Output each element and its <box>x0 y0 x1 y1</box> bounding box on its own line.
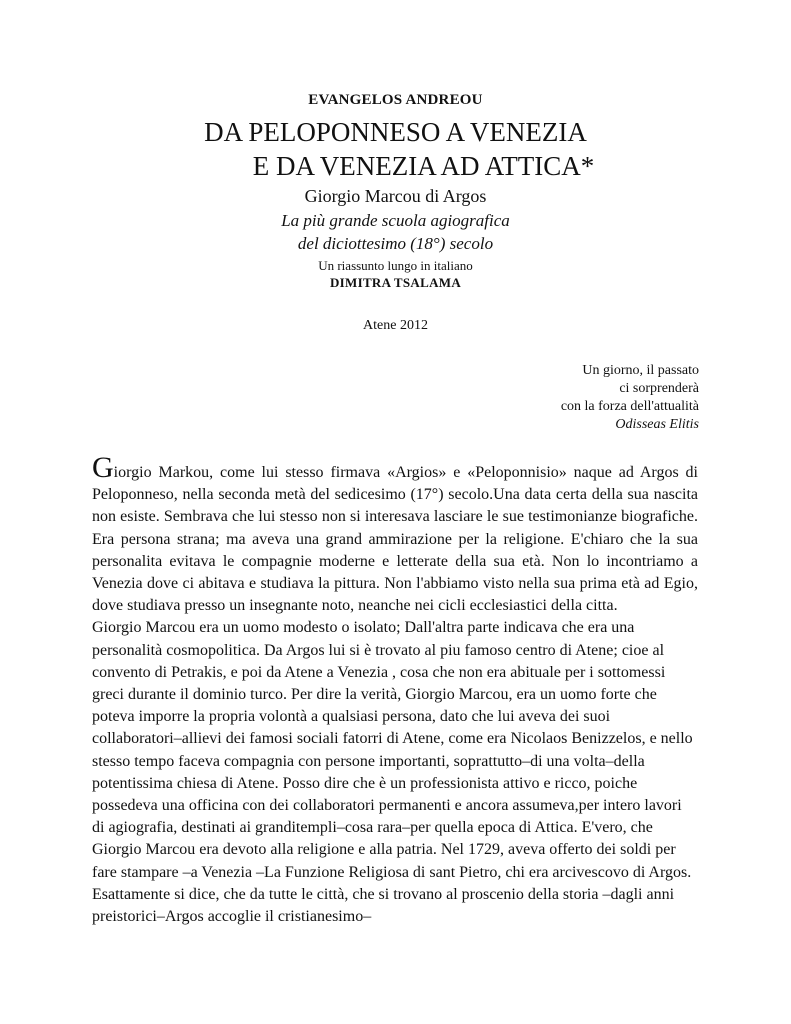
italic-subtitle-line-1: La più grande scuola agiografica <box>281 211 510 230</box>
epigraph-author: Odisseas Elitis <box>615 417 699 432</box>
subtitle: Giorgio Marcou di Argos <box>304 186 487 206</box>
summary-note: Un riassunto lungo in italiano <box>318 258 473 273</box>
paragraph-1 <box>92 451 698 617</box>
main-title-line-1: DA PELOPONNESO A VENEZIA <box>204 117 587 147</box>
body-text <box>92 451 698 928</box>
epigraph-line-3: con la forza dell'attualità <box>560 399 699 414</box>
drop-cap: G <box>92 451 114 484</box>
author-name: EVANGELOS ANDREOU <box>308 92 483 108</box>
paragraph-2: Giorgio Marcou era un uomo modesto o isolato; Dall'altra parte indicava che era una personalità cosmopolitica. Da Argos lui si è trovato al piu famoso centro di Atene; cioe al convento di Petrakis, e poi da Atene a Venezia , cosa che non era abituale per i sottomessi greci durante il dominio turco. Per dire la verità, Giorgio Marcou, era un uomo forte che poteva imporre la propria volontà a qualsiasi persona, dato che lui aveva dei suoi collaboratori–allievi dei famosi sociali fatorri di Atene, come era Nicolaos Benizzelos, e nello stesso tempo faceva compagnia con persone importanti, soprattutto–di una volta–della potentissima chiesa di Atene. Posso dire che è un professionista attivo e ricco, poiche possedeva una officina con dei collaboratori permanenti e ancora assumeva,per intero lavori di agiografia, destinati ai granditempli–cosa rara–per quella epoca di Attica. E'vero, che Giorgio Marcou era devoto alla religione e alla patria. Nel 1729, aveva offerto dei soldi per fare stampare –a Venezia –La Funzione Religiosa di sant Pietro, chi era arcivescovo di Argos. Esattamente si dice, che da tutte le città, che si trovano al proscenio della storia –dagli anni preistorici–Argos accoglie il cristianesimo– <box>92 619 693 926</box>
paragraph-1-text: iorgio Markou, come lui stesso firmava «Argios» e «Peloponnisio» naque ad Argos di Peloponneso, nella seconda metà del sedicesimo (17°) secolo.Una data certa della sua nascita non esiste. Sembrava che lui stesso non si interesava lasciare le sue testimonianze biografiche. Era persona strana; ma aveva una grand ammirazione per la religione. E'chiaro che la sua personalita evitava le compagnie moderne e letterate della sua età. Non lo incontriamo a Venezia dove ci abitava e studiava la pittura. Non l'abbiamo visto nella sua prima età ad Egio, dove studiava presso un insegnante noto, neanche nei cicli ecclesiastici della citta. <box>92 464 698 615</box>
epigraph <box>561 362 699 434</box>
translator-name: DIMITRA TSALAMA <box>329 275 462 290</box>
epigraph-line-2: ci sorprenderà <box>619 381 699 396</box>
italic-subtitle-line-2: del diciottesimo (18°) secolo <box>297 234 494 253</box>
place-date: Atene 2012 <box>363 318 428 333</box>
epigraph-line-1: Un giorno, il passato <box>582 363 699 378</box>
main-title-line-2: E DA VENEZIA AD ATTICA* <box>252 151 595 181</box>
